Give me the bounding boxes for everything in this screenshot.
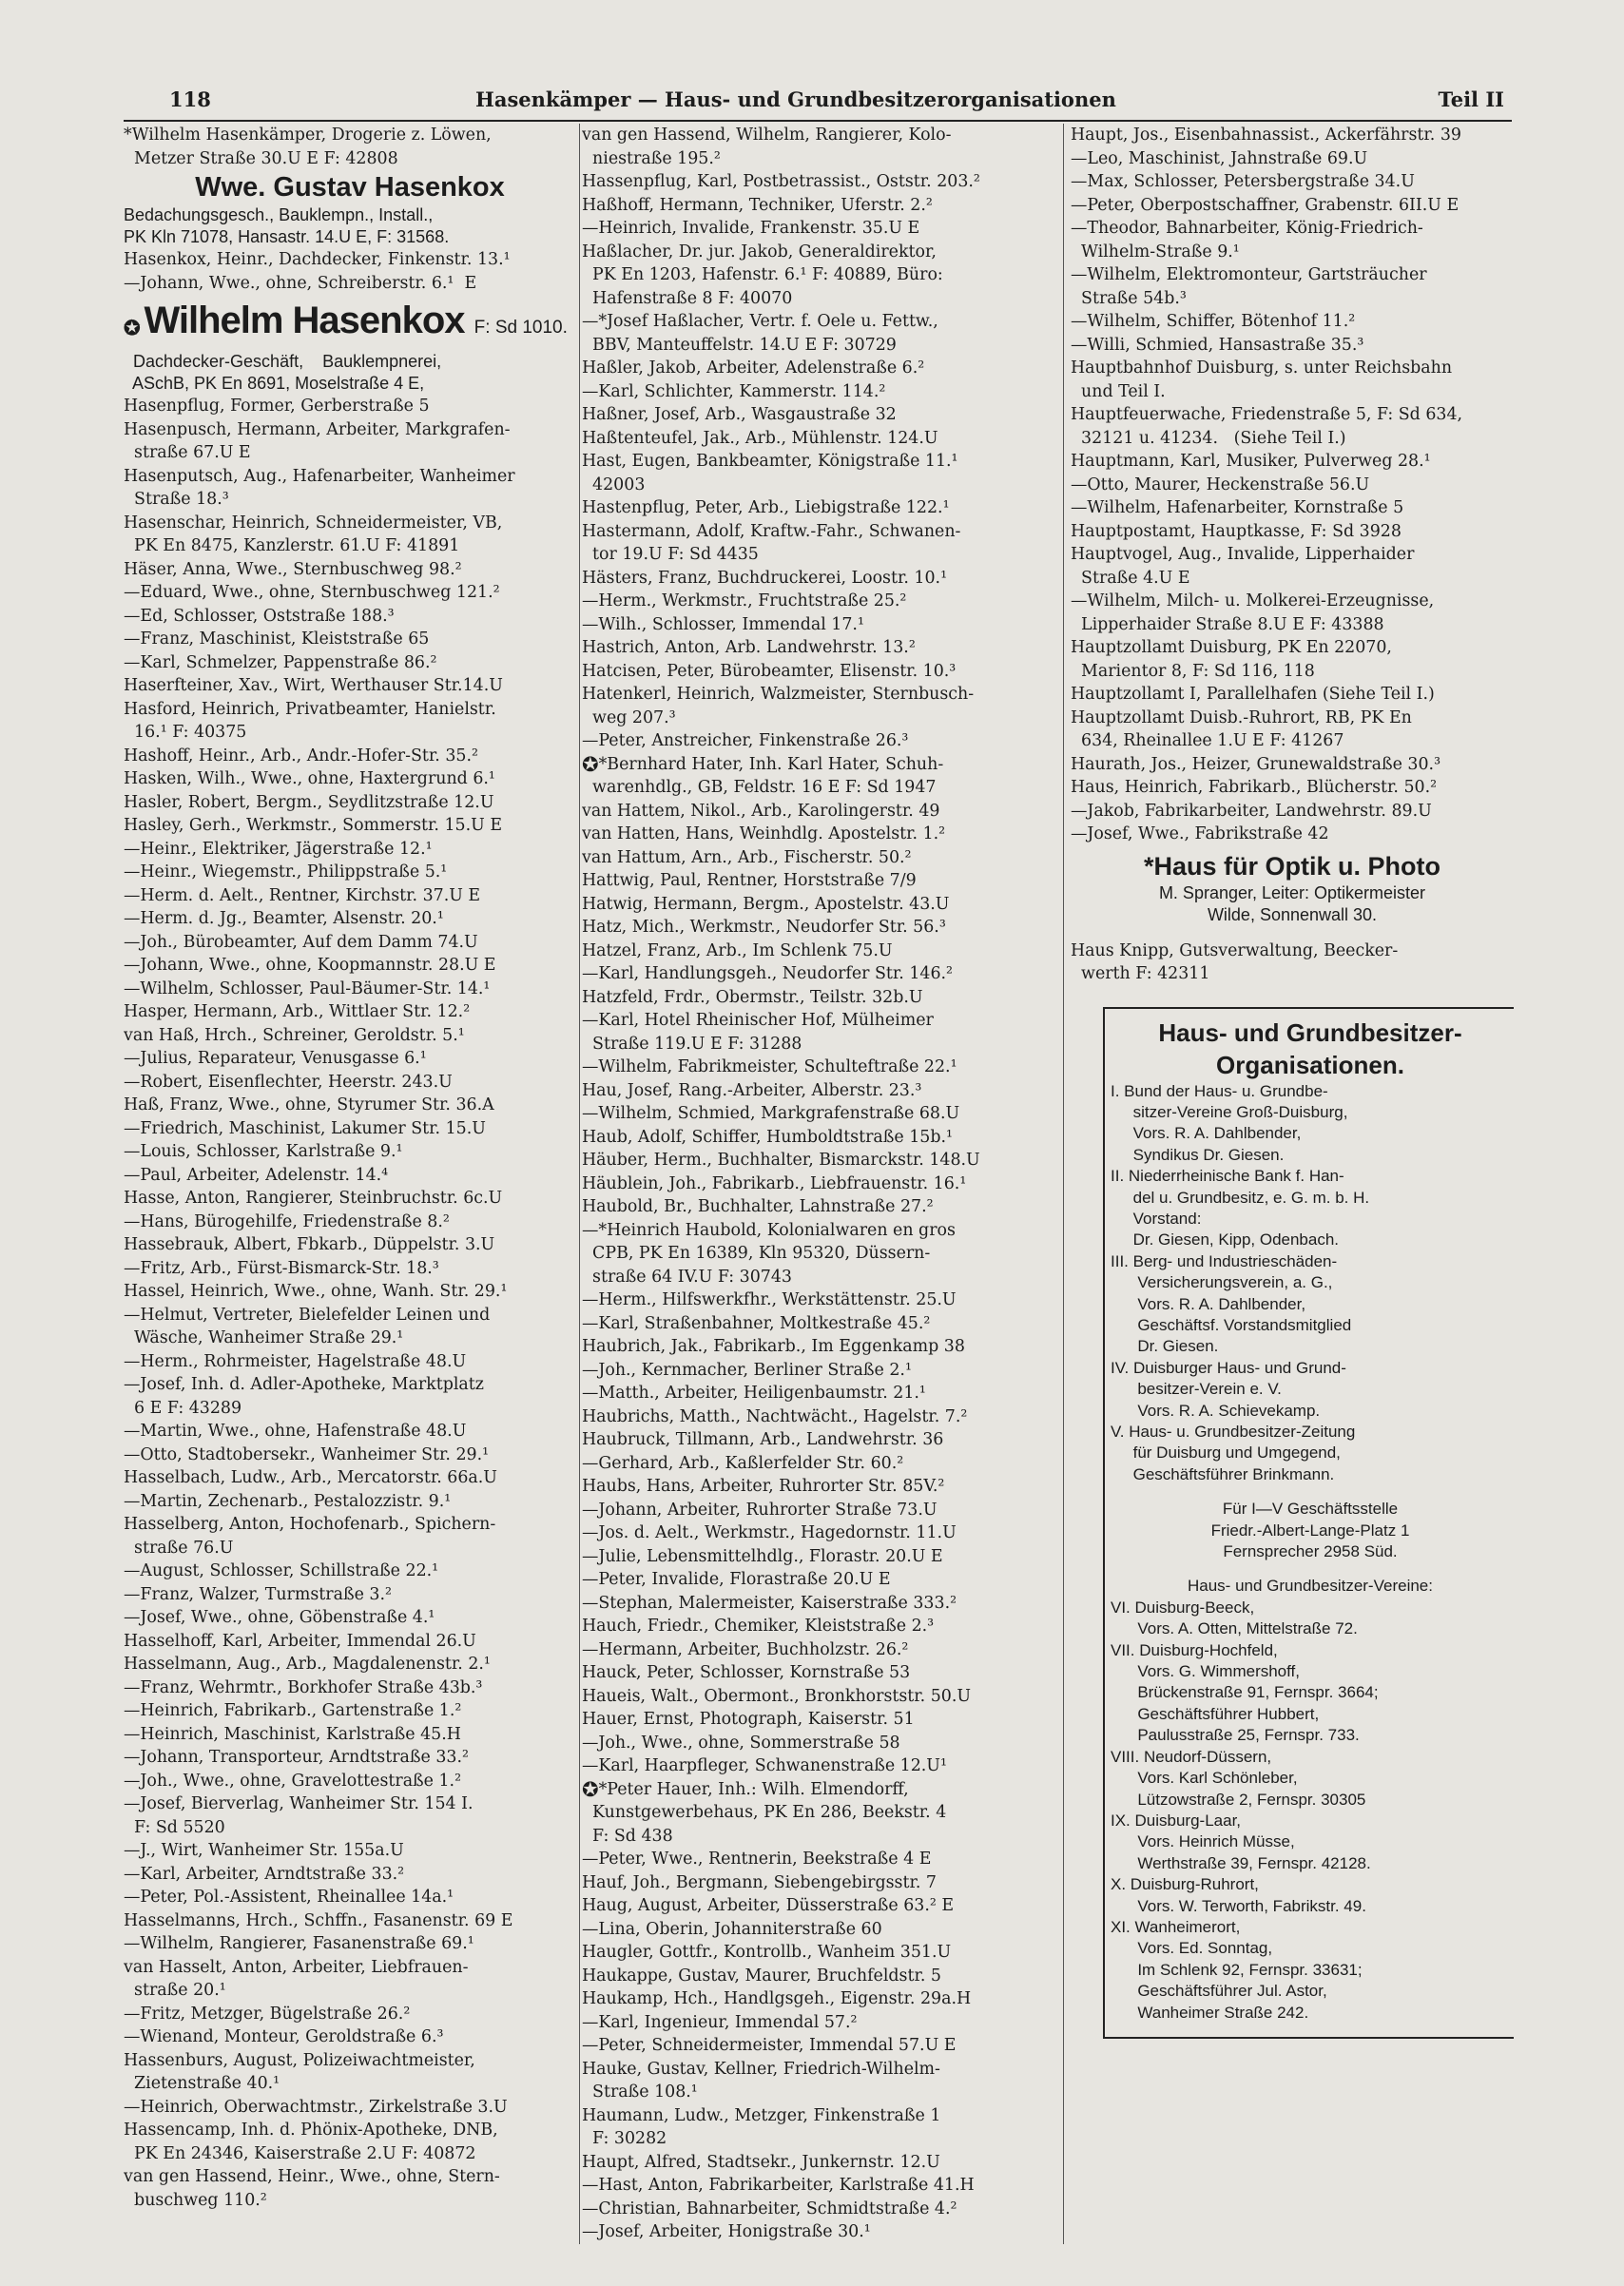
directory-entry: Häser, Anna, Wwe., Sternbuschweg 98.² xyxy=(124,559,462,579)
directory-entry: Hasenkox, Heinr., Dachdecker, Finkenstr. 13.¹ xyxy=(124,250,511,269)
box-line: I. Bund der Haus- u. Grundbe- xyxy=(1111,1081,1328,1100)
directory-entry: —Herm., Hilfswerkfhr., Werkstättenstr. 25.U xyxy=(582,1290,957,1309)
directory-entry: —Johann, Transporteur, Arndtstraße 33.² xyxy=(124,1748,469,1767)
box-line: Geschäftsführer Jul. Astor, xyxy=(1111,1982,1327,2001)
directory-entry: Hauptmann, Karl, Musiker, Pulverweg 28.¹ xyxy=(1071,452,1431,471)
box-line: VI. Duisburg-Beeck, xyxy=(1111,1598,1255,1617)
box-line: Für I—V Geschäftsstelle xyxy=(1222,1500,1399,1519)
box-line: Lützowstraße 2, Fernspr. 30305 xyxy=(1111,1790,1366,1809)
directory-entry: 32121 u. 41234. (Siehe Teil I.) xyxy=(1071,428,1346,448)
directory-entry: —Hast, Anton, Fabrikarbeiter, Karlstraße 41.H xyxy=(582,2176,975,2195)
ad-line: Dachdecker-Geschäft, Bauklempnerei, xyxy=(124,352,442,371)
directory-entry: Haßler, Jakob, Arbeiter, Adelenstraße 6.² xyxy=(582,358,925,378)
directory-entry: straße 20.¹ xyxy=(124,1981,226,2000)
directory-entry: Hatz, Mich., Werkmstr., Neudorfer Str. 56.³ xyxy=(582,918,946,937)
directory-entry: BBV, Manteuffelstr. 14.U E F: 30729 xyxy=(582,335,897,355)
directory-entry: —Herm., Werkmstr., Fruchtstraße 25.² xyxy=(582,591,907,610)
directory-entry: —Otto, Maurer, Heckenstraße 56.U xyxy=(1071,475,1370,494)
directory-entry: 16.¹ F: 40375 xyxy=(124,723,247,742)
directory-entry: —Karl, Schlichter, Kammerstr. 114.² xyxy=(582,381,886,401)
directory-entry: Hasselhoff, Karl, Arbeiter, Immendal 26.U xyxy=(124,1631,476,1651)
ad-headline: Wwe. Gustav Hasenkox xyxy=(195,172,505,203)
directory-entry: Straße 54b.³ xyxy=(1071,288,1187,308)
directory-entry: van Hattem, Nikol., Arb., Karolingerstr. 49 xyxy=(582,801,940,821)
directory-entry: —J., Wirt, Wanheimer Str. 155a.U xyxy=(124,1841,404,1860)
directory-entry: Hauptbahnhof Duisburg, s. unter Reichsbahn xyxy=(1071,358,1453,378)
directory-entry: F: Sd 5520 xyxy=(124,1817,225,1837)
directory-entry: —Robert, Eisenflechter, Heerstr. 243.U xyxy=(124,1072,453,1092)
directory-entry: Haumann, Ludw., Metzger, Finkenstraße 1 xyxy=(582,2105,941,2125)
directory-entry: —*Heinrich Haubold, Kolonialwaren en gros xyxy=(582,1220,956,1240)
directory-entry: —Louis, Schlosser, Karlstraße 9.¹ xyxy=(124,1142,403,1161)
box-line: V. Haus- u. Grundbesitzer-Zeitung xyxy=(1111,1423,1356,1441)
ad-name: Wilhelm Hasenkox xyxy=(144,300,465,341)
directory-entry: Hassenpflug, Karl, Postbetrassist., Oststr. 203.² xyxy=(582,172,980,191)
directory-entry: —Karl, Hotel Rheinischer Hof, Mülheimer xyxy=(582,1011,934,1030)
box-line: IV. Duisburger Haus- und Grund- xyxy=(1111,1358,1346,1377)
directory-entry: —Herm. d. Jg., Beamter, Alsenstr. 20.¹ xyxy=(124,909,444,928)
directory-entry: —Wienand, Monteur, Geroldstraße 6.³ xyxy=(124,2027,444,2046)
directory-entry: Lipperhaider Straße 8.U E F: 43388 xyxy=(1071,614,1384,634)
box-line: Vors. Heinrich Müsse, xyxy=(1111,1832,1295,1851)
directory-entry: Haubrichs, Matth., Nachtwächt., Hagelstr. 7.² xyxy=(582,1406,968,1426)
box-line: Haus- und Grundbesitzer-Vereine: xyxy=(1188,1577,1433,1596)
directory-entry: Zietenstraße 40.¹ xyxy=(124,2074,280,2093)
directory-entry: —Franz, Wehrmtr., Borkhofer Straße 43b.³ xyxy=(124,1677,483,1697)
box-line: Geschäftsführer Hubbert, xyxy=(1111,1704,1320,1723)
directory-entry: Hasley, Gerh., Werkmstr., Sommerstr. 15.U E xyxy=(124,816,503,835)
box-line: Vors. Karl Schönleber, xyxy=(1111,1769,1298,1788)
box-line: Fernsprecher 2958 Süd. xyxy=(1223,1542,1398,1561)
box-line: besitzer-Verein e. V. xyxy=(1111,1380,1282,1399)
column-right xyxy=(1071,124,1514,2273)
box-line: Vors. R. A. Dahlbender, xyxy=(1111,1124,1302,1143)
ad-line: Bedachungsgesch., Bauklempn., Install., xyxy=(124,205,434,224)
page-header xyxy=(124,87,1512,122)
directory-entry: Hatwig, Hermann, Bergm., Apostelstr. 43.U xyxy=(582,894,950,914)
directory-entry: van gen Hassend, Wilhelm, Rangierer, Kolo- xyxy=(582,126,952,145)
page-number: 118 xyxy=(169,87,211,111)
directory-entry: —Gerhard, Arb., Kaßlerfelder Str. 60.² xyxy=(582,1453,904,1473)
directory-entry: —*Josef Haßlacher, Vertr. f. Oele u. Fettw., xyxy=(582,312,938,331)
directory-entry: —Hermann, Arbeiter, Buchholzstr. 26.² xyxy=(582,1639,909,1659)
directory-entry: Hasselbach, Ludw., Arb., Mercatorstr. 66a.U xyxy=(124,1468,497,1487)
box-line: Wanheimer Straße 242. xyxy=(1111,2003,1309,2022)
box-line: Dr. Giesen. xyxy=(1111,1337,1219,1356)
directory-entry: Haubs, Hans, Arbeiter, Ruhrorter Str. 85V.² xyxy=(582,1477,945,1496)
directory-entry: CPB, PK En 16389, Kln 95320, Düssern- xyxy=(582,1244,931,1263)
ad-line: Wilde, Sonnenwall 30. xyxy=(1207,904,1378,924)
directory-entry: Hattwig, Paul, Rentner, Horststraße 7/9 xyxy=(582,871,917,890)
directory-entry: Hauf, Joh., Bergmann, Siebengebirgsstr. 7 xyxy=(582,1872,937,1892)
directory-entry: und Teil I. xyxy=(1071,381,1166,401)
directory-entry: Haserfteiner, Xav., Wirt, Werthauser Str.14.U xyxy=(124,676,503,695)
directory-entry: —Josef, Wwe., ohne, Göbenstraße 4.¹ xyxy=(124,1608,435,1627)
box-line: Syndikus Dr. Giesen. xyxy=(1111,1145,1285,1164)
directory-entry: van Hatten, Hans, Weinhdlg. Apostelstr. 1.² xyxy=(582,824,946,843)
directory-entry: Hasenputsch, Aug., Hafenarbeiter, Wanheimer xyxy=(124,466,515,486)
directory-entry: —Heinr., Elektriker, Jägerstraße 12.¹ xyxy=(124,839,433,859)
directory-entry: Hasler, Robert, Bergm., Seydlitzstraße 12.U xyxy=(124,792,494,812)
directory-entry: warenhdlg., GB, Feldstr. 16 E F: Sd 1947 xyxy=(582,778,937,797)
directory-entry: —Johann, Wwe., ohne, Schreiberstr. 6.¹ E xyxy=(124,273,477,293)
directory-entry: F: 30282 xyxy=(582,2129,667,2148)
directory-entry: —Joh., Bürobeamter, Auf dem Damm 74.U xyxy=(124,932,478,952)
directory-entry: Haurath, Jos., Heizer, Grunewaldstraße 30.³ xyxy=(1071,754,1441,774)
directory-entry: —Leo, Maschinist, Jahnstraße 69.U xyxy=(1071,148,1368,168)
directory-entry: tor 19.U F: Sd 4435 xyxy=(582,545,759,564)
directory-entry xyxy=(582,753,1055,777)
box-line: X. Duisburg-Ruhrort, xyxy=(1111,1875,1259,1894)
box-line: XI. Wanheimerort, xyxy=(1111,1917,1241,1936)
directory-entry: —Peter, Wwe., Rentnerin, Beekstraße 4 E xyxy=(582,1850,932,1869)
directory-entry: Hassebrauk, Albert, Fbkarb., Düppelstr. 3.U xyxy=(124,1235,495,1254)
directory-entry: —Fritz, Metzger, Bügelstraße 26.² xyxy=(124,2004,411,2024)
directory-entry: —Eduard, Wwe., ohne, Sternbuschweg 121.² xyxy=(124,583,500,602)
directory-entry: Haßlacher, Dr. jur. Jakob, Generaldirektor, xyxy=(582,242,937,262)
directory-entry: —Max, Schlosser, Petersbergstraße 34.U xyxy=(1071,172,1415,191)
column-divider xyxy=(1063,124,1064,2244)
directory-entry: Straße 4.U E xyxy=(1071,568,1190,588)
directory-entry: Hasper, Hermann, Arb., Wittlaer Str. 12.² xyxy=(124,1002,471,1021)
directory-entry: —Fritz, Arb., Fürst-Bismarck-Str. 18.³ xyxy=(124,1258,439,1278)
directory-entry: 634, Rheinallee 1.U E F: 41267 xyxy=(1071,731,1344,750)
directory-entry: —Herm. d. Aelt., Rentner, Kirchstr. 37.U E xyxy=(124,885,481,905)
box-line: für Duisburg und Umgegend, xyxy=(1111,1443,1341,1463)
directory-entry: —Karl, Schmelzer, Pappenstraße 86.² xyxy=(124,652,437,672)
directory-entry: 42003 xyxy=(582,475,646,494)
directory-entry: —Jos. d. Aelt., Werkmstr., Hagedornstr. 11.U xyxy=(582,1523,957,1542)
directory-entry: —Ed, Schlosser, Oststraße 188.³ xyxy=(124,606,395,626)
directory-entry: Hasse, Anton, Rangierer, Steinbruchstr. 6c.U xyxy=(124,1189,503,1208)
box-title-line: Haus- und Grundbesitzer- xyxy=(1158,1017,1462,1047)
box-lines xyxy=(1111,1081,1510,2024)
directory-entry: —Karl, Ingenieur, Immendal 57.² xyxy=(582,2012,858,2032)
box-line: Friedr.-Albert-Lange-Platz 1 xyxy=(1210,1521,1410,1540)
box-line: Vors. G. Wimmershoff, xyxy=(1111,1662,1301,1681)
directory-entry: Hasselmanns, Hrch., Schffn., Fasanenstr. 69 E xyxy=(124,1910,513,1930)
directory-entry: straße 76.U xyxy=(124,1538,234,1558)
directory-entry: PK En 8475, Kanzlerstr. 61.U F: 41891 xyxy=(124,536,460,555)
box-line: VII. Duisburg-Hochfeld, xyxy=(1111,1640,1278,1659)
directory-entry: —Peter, Anstreicher, Finkenstraße 26.³ xyxy=(582,731,909,750)
directory-entry: —Willi, Schmied, Hansastraße 35.³ xyxy=(1071,335,1364,355)
directory-entry: Hastenpflug, Peter, Arb., Liebigstraße 122.¹ xyxy=(582,498,950,517)
directory-entry: —Julie, Lebensmittelhdlg., Florastr. 20.U E xyxy=(582,1546,943,1566)
directory-entry: —Wilhelm, Fabrikmeister, Schulteftraße 22.¹ xyxy=(582,1057,957,1076)
directory-entry: van Hasselt, Anton, Arbeiter, Liebfrauen- xyxy=(124,1957,469,1977)
directory-entry: —Karl, Haarpfleger, Schwanenstraße 12.U¹ xyxy=(582,1756,947,1775)
directory-entry: niestraße 195.² xyxy=(582,148,721,168)
directory-entry: —Wilhelm, Schiffer, Bötenhof 11.² xyxy=(1071,312,1356,331)
directory-entry: —Wilhelm, Schlosser, Paul-Bäumer-Str. 14.¹ xyxy=(124,978,491,998)
directory-entry: —Martin, Wwe., ohne, Hafenstraße 48.U xyxy=(124,1422,467,1441)
ad-headline: *Haus für Optik u. Photo xyxy=(1143,851,1440,881)
organisations-box xyxy=(1103,1007,1514,2039)
directory-entry: Hauer, Ernst, Photograph, Kaiserstr. 51 xyxy=(582,1710,915,1729)
directory-entry: Hassenburs, August, Polizeiwachtmeister, xyxy=(124,2050,475,2070)
box-title-line: Organisationen. xyxy=(1216,1050,1404,1079)
directory-entry: Hasford, Heinrich, Privatbeamter, Hanielstr. xyxy=(124,699,496,719)
directory-entry: —Helmut, Vertreter, Bielefelder Leinen und xyxy=(124,1305,491,1325)
directory-entry: —Heinrich, Fabrikarb., Gartenstraße 1.² xyxy=(124,1701,462,1720)
box-line: Paulusstraße 25, Fernspr. 733. xyxy=(1111,1726,1360,1745)
directory-entry: —Joh., Wwe., ohne, Sommerstraße 58 xyxy=(582,1733,900,1753)
directory-entry: PK En 24346, Kaiserstraße 2.U F: 40872 xyxy=(124,2143,476,2163)
box-line: sitzer-Vereine Groß-Duisburg, xyxy=(1111,1102,1348,1121)
directory-entry: Haubold, Br., Buchhalter, Lahnstraße 27.² xyxy=(582,1197,934,1216)
directory-entry: werth F: 42311 xyxy=(1071,964,1210,983)
box-line: Vors. R. A. Dahlbender, xyxy=(1111,1294,1306,1313)
directory-entry xyxy=(582,1778,1055,1802)
directory-entry: Hassencamp, Inh. d. Phönix-Apotheke, DNB, xyxy=(124,2121,498,2140)
directory-entry: Haßner, Josef, Arb., Wasgaustraße 32 xyxy=(582,405,897,424)
directory-entry: —Peter, Schneidermeister, Immendal 57.U E xyxy=(582,2036,957,2055)
entry-text: *Peter Hauer, Inh.: Wilh. Elmendorff, xyxy=(598,1779,909,1799)
directory-entry: Haugler, Gottfr., Kontrollb., Wanheim 351.U xyxy=(582,1943,952,1962)
directory-entry: —Karl, Arbeiter, Arndtstraße 33.² xyxy=(124,1864,405,1884)
directory-entry: van Hattum, Arn., Arb., Fischerstr. 50.² xyxy=(582,847,912,867)
part-label: Teil II xyxy=(1438,87,1504,111)
directory-entry: —Friedrich, Maschinist, Lakumer Str. 15.U xyxy=(124,1118,486,1138)
spacer xyxy=(1111,1562,1510,1576)
directory-entry: buschweg 110.² xyxy=(124,2190,267,2210)
column-divider xyxy=(579,124,580,2244)
directory-entry: —Heinr., Wiegemstr., Philippstraße 5.¹ xyxy=(124,862,448,881)
directory-entry: —Herm., Rohrmeister, Hagelstraße 48.U xyxy=(124,1351,467,1371)
directory-entry: Haß, Franz, Wwe., ohne, Styrumer Str. 36.A xyxy=(124,1095,494,1114)
directory-entry: Hasenpusch, Hermann, Arbeiter, Markgrafen- xyxy=(124,419,511,439)
box-line: Geschäftsf. Vorstandsmitglied xyxy=(1111,1315,1352,1334)
ad-phone: F: Sd 1010. xyxy=(474,318,568,338)
directory-entry: —Karl, Handlungsgeh., Neudorfer Str. 146.² xyxy=(582,964,954,983)
directory-entry: —Jakob, Fabrikarbeiter, Landwehrstr. 89.U xyxy=(1071,801,1432,821)
box-line: Vors. R. A. Schievekamp. xyxy=(1111,1401,1321,1420)
directory-entry: —Josef, Inh. d. Adler-Apotheke, Marktplatz xyxy=(124,1375,484,1394)
directory-entry: Hauke, Gustav, Kellner, Friedrich-Wilhelm- xyxy=(582,2059,940,2079)
directory-entry: Hasken, Wilh., Wwe., ohne, Haxtergrund 6.¹ xyxy=(124,769,495,788)
directory-entry: Marientor 8, F: Sd 116, 118 xyxy=(1071,661,1315,681)
directory-entry: Hastrich, Anton, Arb. Landwehrstr. 13.² xyxy=(582,638,916,657)
directory-entry: Wäsche, Wanheimer Straße 29.¹ xyxy=(124,1328,404,1347)
directory-entry: —Josef, Bierverlag, Wanheimer Str. 154 I. xyxy=(124,1794,474,1813)
directory-entry: Hassel, Heinrich, Wwe., ohne, Wanh. Str. 29.¹ xyxy=(124,1282,508,1301)
directory-entry: Hastermann, Adolf, Kraftw.-Fahr., Schwanen- xyxy=(582,521,961,541)
box-line: Im Schlenk 92, Fernspr. 33631; xyxy=(1111,1960,1363,1979)
directory-entry: —Peter, Invalide, Florastraße 20.U E xyxy=(582,1570,891,1589)
directory-entry: —Josef, Arbeiter, Honigstraße 30.¹ xyxy=(582,2222,871,2241)
house-mark-icon: ✪ xyxy=(124,318,145,339)
directory-entry: Hauptzollamt Duisb.-Ruhrort, RB, PK En xyxy=(1071,707,1412,727)
directory-entry: —Theodor, Bahnarbeiter, König-Friedrich- xyxy=(1071,219,1423,238)
directory-entry: —Julius, Reparateur, Venusgasse 6.¹ xyxy=(124,1049,427,1068)
directory-entry: —Heinrich, Maschinist, Karlstraße 45.H xyxy=(124,1724,461,1744)
directory-entry: F: Sd 438 xyxy=(582,1826,673,1846)
directory-entry: Hatzfeld, Frdr., Obermstr., Teilstr. 32b.U xyxy=(582,987,923,1007)
directory-entry: Metzer Straße 30.U E F: 42808 xyxy=(124,148,398,168)
directory-entry: Hauch, Friedr., Chemiker, Kleiststraße 2.³ xyxy=(582,1617,935,1636)
directory-entry: —Johann, Wwe., ohne, Koopmannstr. 28.U E xyxy=(124,956,496,975)
directory-entry: —August, Schlosser, Schillstraße 22.¹ xyxy=(124,1561,439,1580)
directory-entry: Wilhelm-Straße 9.¹ xyxy=(1071,242,1240,262)
directory-entry: PK En 1203, Hafenstr. 6.¹ F: 40889, Büro: xyxy=(582,265,943,284)
directory-entry: —Joh., Kernmacher, Berliner Straße 2.¹ xyxy=(582,1360,912,1380)
box-line: del u. Grundbesitz, e. G. m. b. H. xyxy=(1111,1188,1370,1207)
box-line: Vorstand: xyxy=(1111,1209,1202,1228)
box-line: II. Niederrheinische Bank f. Han- xyxy=(1111,1167,1344,1186)
directory-entry: —Lina, Oberin, Johanniterstraße 60 xyxy=(582,1919,882,1939)
ad-line: ASchB, PK En 8691, Moselstraße 4 E, xyxy=(124,374,425,393)
directory-entry: —Martin, Zechenarb., Pestalozzistr. 9.¹ xyxy=(124,1491,452,1511)
directory-entry: Hauptzollamt I, Parallelhafen (Siehe Teil I.) xyxy=(1071,685,1435,704)
box-line: Vors. W. Terworth, Fabrikstr. 49. xyxy=(1111,1896,1366,1915)
directory-entry: weg 207.³ xyxy=(582,707,676,727)
directory-entry: —Wilhelm, Hafenarbeiter, Kornstraße 5 xyxy=(1071,498,1404,517)
directory-entry: —Franz, Walzer, Turmstraße 3.² xyxy=(124,1584,392,1604)
spacer xyxy=(1111,1485,1510,1499)
directory-entry: —Hans, Bürogehilfe, Friedenstraße 8.² xyxy=(124,1211,450,1231)
directory-entry: —Johann, Arbeiter, Ruhrorter Straße 73.U xyxy=(582,1500,938,1520)
directory-entry: —Christian, Bahnarbeiter, Schmidtstraße 4.² xyxy=(582,2199,957,2218)
directory-entry: 6 E F: 43289 xyxy=(124,1398,242,1418)
directory-entry: Haus Knipp, Gutsverwaltung, Beecker- xyxy=(1071,940,1399,960)
directory-entry: Hau, Josef, Rang.-Arbeiter, Alberstr. 23.³ xyxy=(582,1080,922,1100)
box-line: Versicherungsverein, a. G., xyxy=(1111,1273,1333,1292)
directory-entry: —Matth., Arbeiter, Heiligenbaumstr. 21.¹ xyxy=(582,1384,926,1403)
directory-entry: Hashoff, Heinr., Arb., Andr.-Hofer-Str. 35.² xyxy=(124,746,478,765)
directory-entry: Hafenstraße 8 F: 40070 xyxy=(582,288,793,308)
directory-entry: —Joh., Wwe., ohne, Gravelottestraße 1.² xyxy=(124,1771,462,1791)
box-line: Brückenstraße 91, Fernspr. 3664; xyxy=(1111,1683,1379,1702)
ad-headline-large xyxy=(124,299,576,351)
directory-entry: Haug, August, Arbeiter, Düsserstraße 63.² E xyxy=(582,1896,955,1915)
directory-entry: Hauck, Peter, Schlosser, Kornstraße 53 xyxy=(582,1663,911,1682)
directory-entry: —Wilh., Schlosser, Immendal 17.¹ xyxy=(582,614,864,634)
directory-entry: Hauptzollamt Duisburg, PK En 22070, xyxy=(1071,638,1392,657)
directory-entry: Hatenkerl, Heinrich, Walzmeister, Sternbusch- xyxy=(582,685,975,704)
directory-entry: —Peter, Pol.-Assistent, Rheinallee 14a.¹ xyxy=(124,1888,454,1907)
directory-entry: Straße 18.³ xyxy=(124,490,229,509)
box-line: Werthstraße 39, Fernspr. 42128. xyxy=(1111,1853,1371,1872)
directory-entry: straße 64 IV.U F: 30743 xyxy=(582,1267,792,1287)
directory-entry: straße 67.U E xyxy=(124,443,251,462)
directory-entry: Haus, Heinrich, Fabrikarb., Blücherstr. 50.² xyxy=(1071,778,1438,797)
directory-entry: Häuber, Herm., Buchhalter, Bismarckstr. 148.U xyxy=(582,1151,980,1170)
directory-entry: —Karl, Straßenbahner, Moltkestraße 45.² xyxy=(582,1313,931,1333)
box-line: IX. Duisburg-Laar, xyxy=(1111,1811,1242,1830)
directory-entry: Haubrich, Jak., Fabrikarb., Im Eggenkamp 38 xyxy=(582,1337,965,1356)
directory-entry: —Wilhelm, Rangierer, Fasanenstraße 69.¹ xyxy=(124,1934,474,1953)
directory-entry: —Otto, Stadtobersekr., Wanheimer Str. 29.¹ xyxy=(124,1444,490,1464)
column-left xyxy=(124,124,576,2273)
house-mark-icon: ✪ xyxy=(582,1777,599,1801)
ad-line: PK Kln 71078, Hansastr. 14.U E, F: 31568. xyxy=(124,227,450,246)
directory-entry: Haßhoff, Hermann, Techniker, Uferstr. 2.² xyxy=(582,195,933,215)
directory-entry: Haßtenteufel, Jak., Arb., Mühlenstr. 124.U xyxy=(582,428,938,448)
directory-entry: —Wilhelm, Schmied, Markgrafenstraße 68.U xyxy=(582,1104,960,1123)
directory-entry: Hauptfeuerwache, Friedenstraße 5, F: Sd 634, xyxy=(1071,405,1463,424)
directory-entry: —Wilhelm, Milch- u. Molkerei-Erzeugnisse, xyxy=(1071,591,1435,610)
directory-entry: Hatzel, Franz, Arb., Im Schlenk 75.U xyxy=(582,940,893,960)
directory-entry: Hauptvogel, Aug., Invalide, Lipperhaider xyxy=(1071,545,1415,564)
directory-entry: —Stephan, Malermeister, Kaiserstraße 333.² xyxy=(582,1593,957,1613)
column-right-entries xyxy=(1071,124,1514,986)
house-mark-icon: ✪ xyxy=(582,752,599,776)
directory-entry: van Haß, Hrch., Schreiner, Geroldstr. 5.¹ xyxy=(124,1025,465,1045)
directory-entry: Straße 108.¹ xyxy=(582,2083,698,2102)
box-line: Geschäftsführer Brinkmann. xyxy=(1111,1464,1335,1483)
directory-entry: Hauptpostamt, Hauptkasse, F: Sd 3928 xyxy=(1071,521,1402,541)
directory-entry: Haub, Adolf, Schiffer, Humboldtstraße 15b.¹ xyxy=(582,1127,953,1147)
ad-line: M. Spranger, Leiter: Optikermeister xyxy=(1158,882,1426,902)
directory-entry: Hasselmann, Aug., Arb., Magdalenenstr. 2.¹ xyxy=(124,1655,491,1674)
entry-text: *Bernhard Hater, Inh. Karl Hater, Schuh- xyxy=(598,754,944,774)
directory-entry: —Heinrich, Invalide, Frankenstr. 35.U E xyxy=(582,219,920,238)
directory-entry: Hatcisen, Peter, Bürobeamter, Elisenstr. 10.³ xyxy=(582,661,957,681)
directory-entry: —Franz, Maschinist, Kleiststraße 65 xyxy=(124,630,430,649)
directory-entry: *Wilhelm Hasenkämper, Drogerie z. Löwen, xyxy=(124,126,492,145)
directory-entry: Hasselberg, Anton, Hochofenarb., Spichern- xyxy=(124,1515,496,1534)
directory-entry: Hasenpflug, Former, Gerberstraße 5 xyxy=(124,397,430,416)
box-line: Vors. Ed. Sonntag, xyxy=(1111,1939,1273,1958)
directory-entry: Kunstgewerbehaus, PK En 286, Beekstr. 4 xyxy=(582,1803,947,1822)
directory-entry: Haupt, Jos., Eisenbahnassist., Ackerfährstr. 39 xyxy=(1071,126,1461,145)
directory-entry: Hasenschar, Heinrich, Schneidermeister, VB, xyxy=(124,513,503,533)
box-line: III. Berg- und Industrieschäden- xyxy=(1111,1251,1338,1270)
box-line: Vors. A. Otten, Mittelstraße 72. xyxy=(1111,1619,1358,1638)
directory-entry: Haupt, Alfred, Stadtsekr., Junkernstr. 12.U xyxy=(582,2152,940,2172)
directory-entry: Haubruck, Tillmann, Arb., Landwehrstr. 36 xyxy=(582,1430,944,1449)
spacer xyxy=(1071,926,1514,940)
box-line: VIII. Neudorf-Düssern, xyxy=(1111,1747,1272,1766)
directory-entry: Haueis, Walt., Obermont., Bronkhorststr. 50.U xyxy=(582,1686,972,1706)
directory-entry: Hast, Eugen, Bankbeamter, Königstraße 11.¹ xyxy=(582,452,958,471)
directory-entry: —Paul, Arbeiter, Adelenstr. 14.⁴ xyxy=(124,1165,389,1185)
directory-entry: —Josef, Wwe., Fabrikstraße 42 xyxy=(1071,824,1329,843)
directory-entry: Hästers, Franz, Buchdruckerei, Loostr. 10.¹ xyxy=(582,568,948,588)
directory-entry: —Peter, Oberpostschaffner, Grabenstr. 6II.U E xyxy=(1071,195,1460,215)
directory-entry: Haukamp, Hch., Handlgsgeh., Eigenstr. 29a.H xyxy=(582,1989,972,2008)
directory-entry: —Wilhelm, Elektromonteur, Gartsträucher xyxy=(1071,265,1427,284)
box-line: Dr. Giesen, Kipp, Odenbach. xyxy=(1111,1230,1340,1250)
directory-entry: Straße 119.U E F: 31288 xyxy=(582,1034,802,1054)
directory-entry: —Heinrich, Oberwachtmstr., Zirkelstraße 3.U xyxy=(124,2097,508,2117)
running-title: Hasenkämper — Haus- und Grundbesitzerorganisationen xyxy=(475,87,1116,111)
directory-entry: Haukappe, Gustav, Maurer, Bruchfeldstr. 5 xyxy=(582,1966,941,1986)
directory-entry: van gen Hassend, Heinr., Wwe., ohne, Stern- xyxy=(124,2167,500,2186)
column-middle xyxy=(582,124,1055,2273)
directory-entry: Häublein, Joh., Fabrikarb., Liebfrauenstr. 16.¹ xyxy=(582,1173,967,1193)
